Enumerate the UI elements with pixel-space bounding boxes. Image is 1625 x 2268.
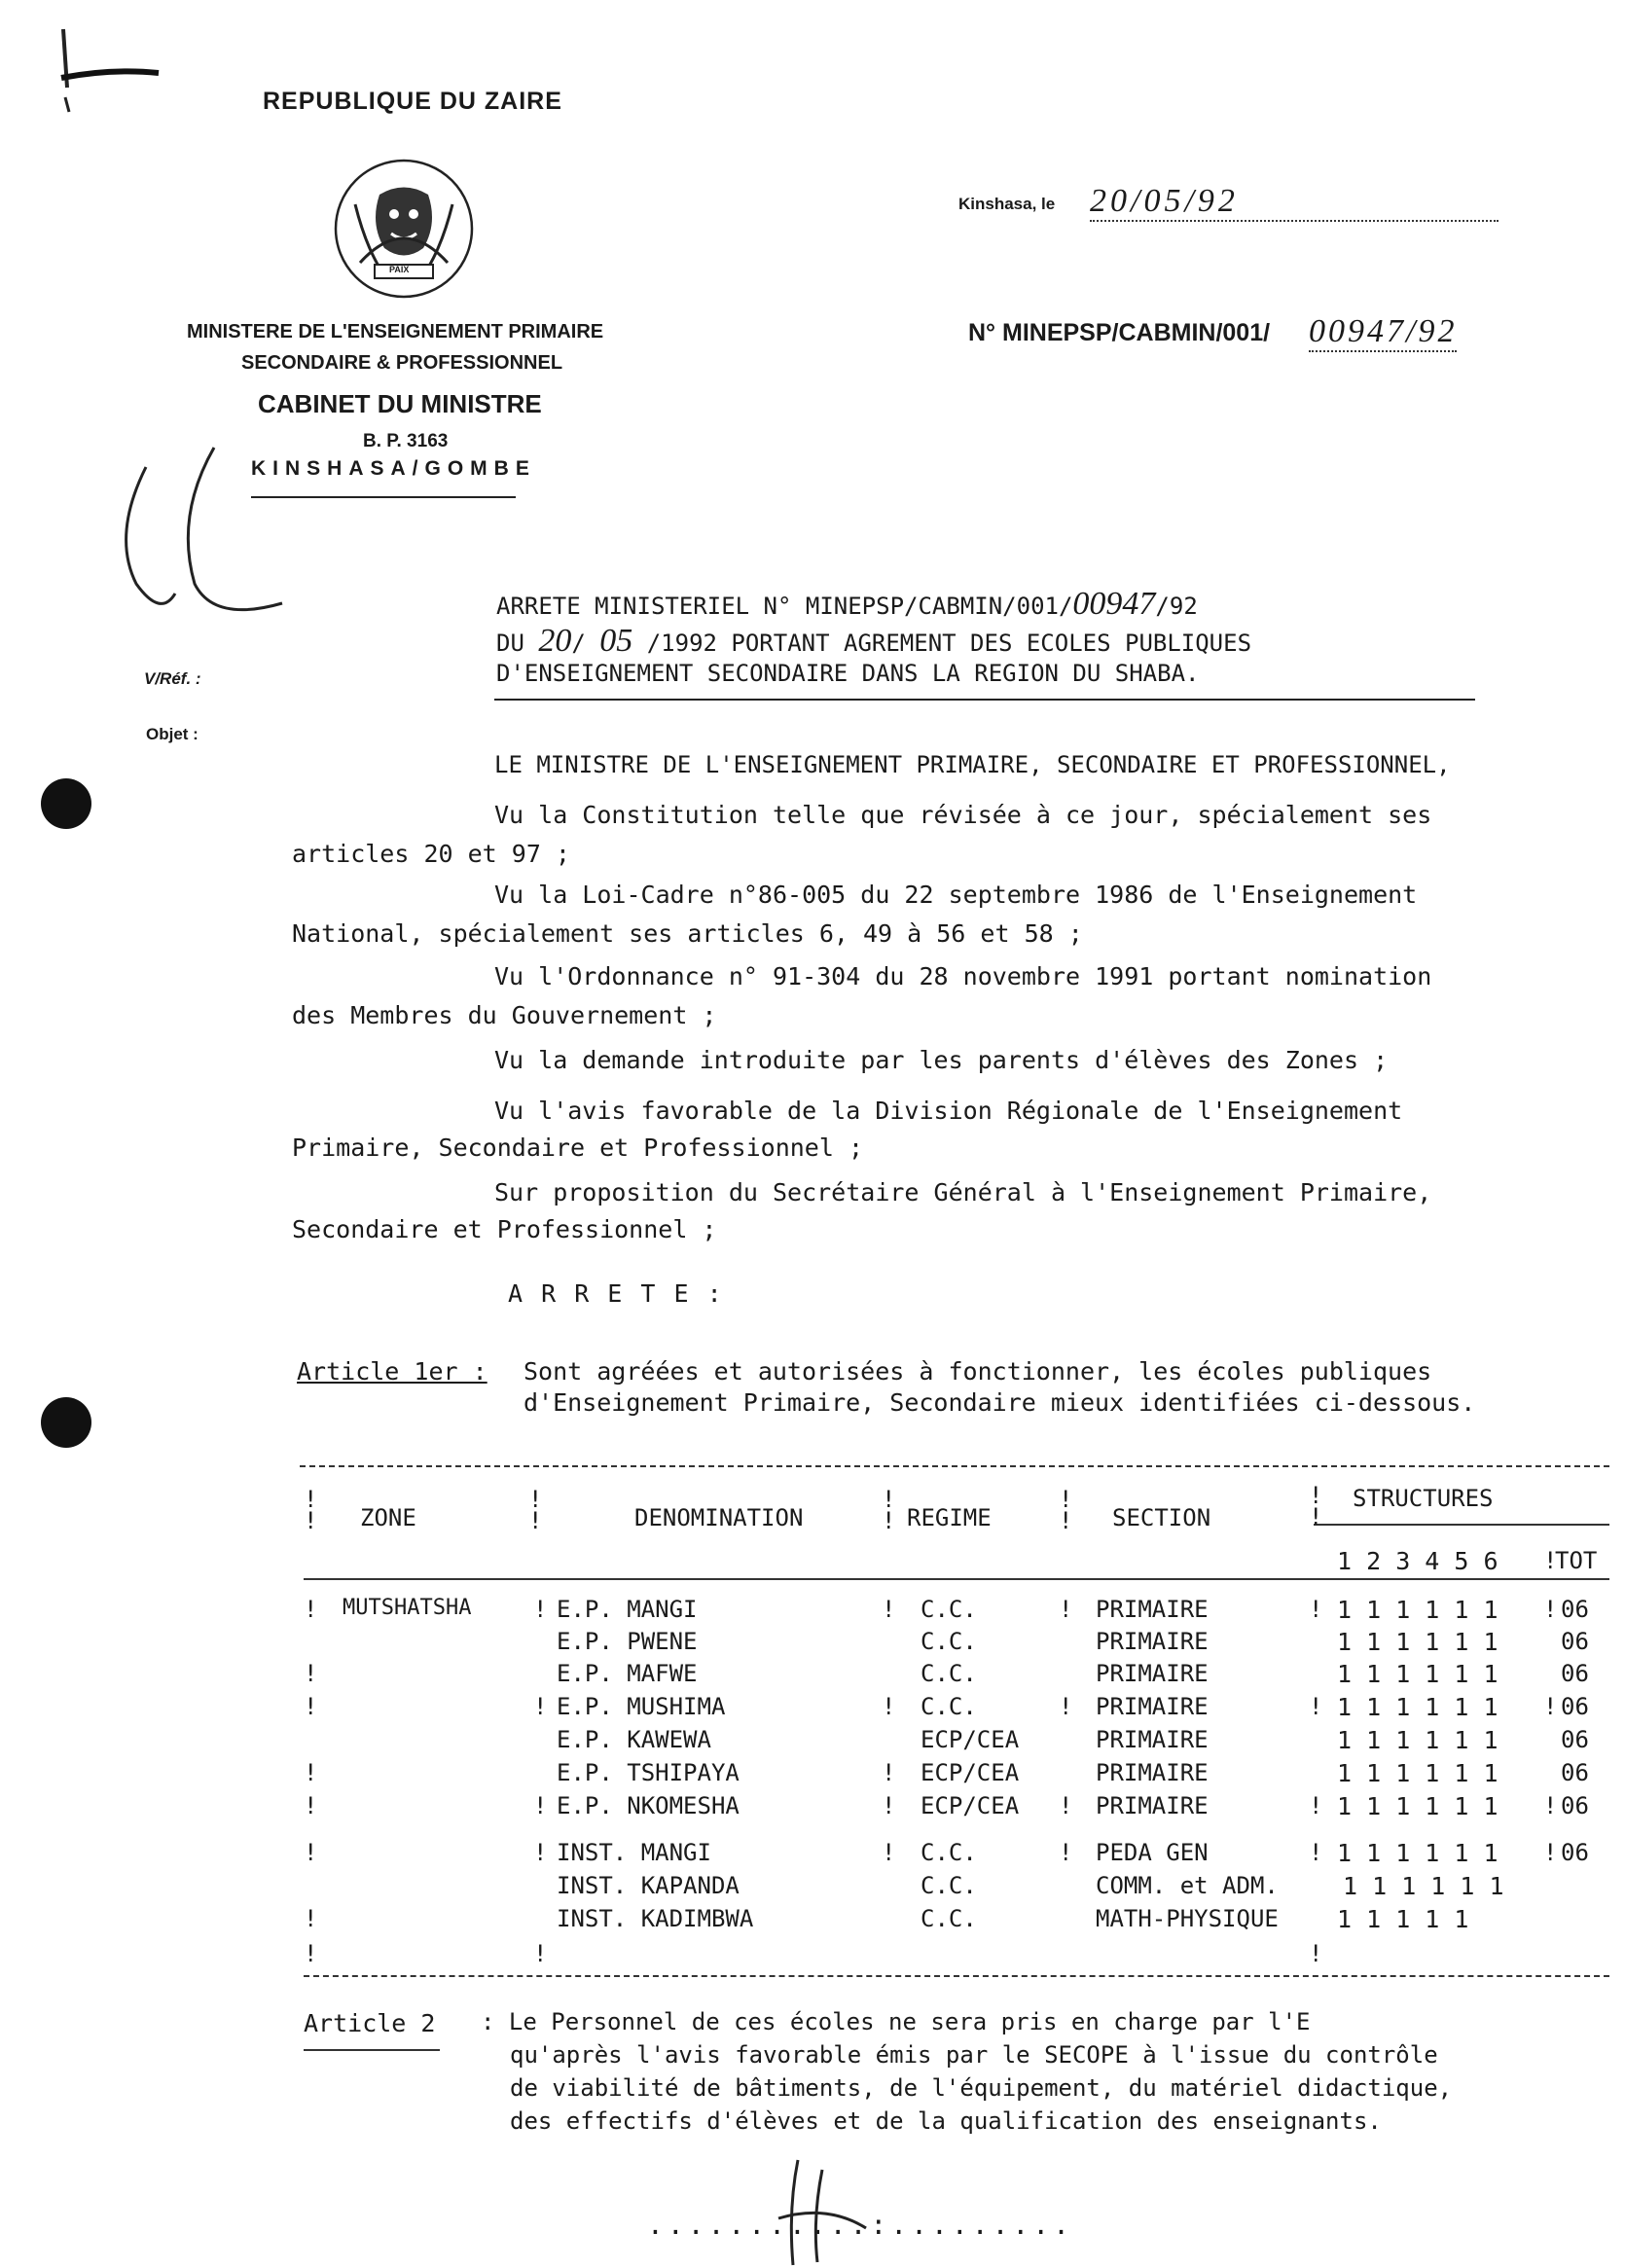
cell-structures: 1 1 1 1 1 1	[1337, 1660, 1499, 1688]
table-separator: ! !	[882, 1486, 896, 1534]
cell-zone: MUTSHATSHA	[343, 1596, 472, 1620]
cell-denomination: E.P. PWENE	[557, 1628, 698, 1655]
city: KINSHASA/GOMBE	[251, 457, 536, 480]
cell-structures: 1 1 1 1 1 1	[1337, 1628, 1499, 1656]
cell-total: 06	[1561, 1726, 1589, 1753]
separator: !	[304, 1660, 318, 1687]
header-struct-columns: 1 2 3 4 5 6	[1337, 1547, 1499, 1575]
separator: !	[1309, 1839, 1323, 1866]
cell-denomination: INST. KAPANDA	[557, 1872, 740, 1899]
handwritten-initials	[107, 438, 302, 623]
separator: !	[533, 1839, 548, 1866]
cell-denomination: E.P. MAFWE	[557, 1660, 698, 1687]
vu-loi-cadre-a: Vu la Loi-Cadre n°86-005 du 22 septembre 1986 de l'Enseignement	[494, 881, 1418, 909]
handwritten-signature	[769, 2150, 876, 2268]
article2-text-a: : Le Personnel de ces écoles ne sera pris en charge par l'E	[481, 2008, 1311, 2035]
separator: !	[882, 1792, 896, 1819]
cell-total: 06	[1561, 1839, 1589, 1866]
cell-regime: C.C.	[921, 1905, 977, 1932]
cell-section: MATH-PHYSIQUE	[1096, 1905, 1279, 1932]
cell-regime: ECP/CEA	[921, 1759, 1020, 1786]
separator: !	[1543, 1693, 1558, 1720]
title-handwritten-number: 00947	[1072, 586, 1156, 622]
cell-total: 06	[1561, 1660, 1589, 1687]
separator: !	[1309, 1596, 1323, 1623]
table-separator: ! !	[1309, 1482, 1323, 1530]
title-text: DU	[496, 630, 539, 657]
cell-regime: ECP/CEA	[921, 1726, 1020, 1753]
table-separator: !	[304, 1940, 318, 1967]
date-label: Kinshasa, le	[958, 195, 1056, 213]
ministry-line1: MINISTERE DE L'ENSEIGNEMENT PRIMAIRE	[187, 321, 604, 342]
cell-regime: C.C.	[921, 1660, 977, 1687]
separator: !	[882, 1596, 896, 1623]
article2-label: Article 2	[304, 2009, 436, 2037]
header-regime: REGIME	[907, 1504, 992, 1531]
minister-line: LE MINISTRE DE L'ENSEIGNEMENT PRIMAIRE, SECONDAIRE ET PROFESSIONNEL,	[494, 751, 1451, 778]
separator: !	[533, 1792, 548, 1819]
vu-avis-b: Primaire, Secondaire et Professionnel ;	[292, 1134, 863, 1162]
ministry-line2: SECONDAIRE & PROFESSIONNEL	[241, 352, 563, 374]
separator: !	[304, 1792, 318, 1819]
cell-denomination: E.P. TSHIPAYA	[557, 1759, 740, 1786]
cell-denomination: INST. MANGI	[557, 1839, 711, 1866]
article1-text-b: d'Enseignement Primaire, Secondaire mieux identifiées ci-dessous.	[524, 1388, 1476, 1417]
title-text: /92	[1155, 593, 1198, 620]
cell-regime: C.C.	[921, 1596, 977, 1623]
separator: !	[1059, 1693, 1073, 1720]
vu-ordonnance-b: des Membres du Gouvernement ;	[292, 1001, 717, 1029]
vu-constitution-a: Vu la Constitution telle que révisée à ce jour, spécialement ses	[494, 801, 1432, 829]
separator: !	[1059, 1839, 1073, 1866]
title-underline	[494, 699, 1475, 701]
separator: !	[304, 1596, 318, 1623]
cell-structures: 1 1 1 1 1 1	[1337, 1693, 1499, 1721]
table-separator: ! !	[528, 1486, 543, 1534]
cell-structures: 1 1 1 1 1 1	[1337, 1792, 1499, 1820]
reference-label: N° MINEPSP/CABMIN/001/	[968, 319, 1271, 346]
separator: !	[533, 1693, 548, 1720]
sur-proposition-b: Secondaire et Professionnel ;	[292, 1215, 717, 1243]
cell-structures: 1 1 1 1 1 1	[1343, 1872, 1504, 1900]
sur-proposition-a: Sur proposition du Secrétaire Général à l'Enseignement Primaire,	[494, 1178, 1432, 1206]
decree-title-line2	[496, 623, 1251, 660]
title-text: /1992 PORTANT AGREMENT DES ECOLES PUBLIQUES	[632, 630, 1252, 657]
punch-hole-top	[41, 778, 91, 829]
header-tot: TOT	[1555, 1547, 1598, 1574]
emblem-motto: PAIX	[389, 265, 410, 274]
vu-constitution-b: articles 20 et 97 ;	[292, 840, 570, 868]
header-section: SECTION	[1112, 1504, 1211, 1531]
cell-total: 06	[1561, 1759, 1589, 1786]
cell-denomination: E.P. KAWEWA	[557, 1726, 711, 1753]
header-structures: STRUCTURES	[1353, 1485, 1494, 1512]
article2-text-d: des effectifs d'élèves et de la qualification des enseignants.	[510, 2107, 1382, 2135]
article2-text-c: de viabilité de bâtiments, de l'équipement, du matériel didactique,	[510, 2074, 1453, 2102]
handwritten-mark	[54, 19, 170, 117]
national-emblem-icon	[331, 156, 477, 302]
cell-total: 06	[1561, 1596, 1589, 1623]
reference-value: 00947/92	[1309, 313, 1457, 352]
separator: !	[304, 1759, 318, 1786]
cell-regime: C.C.	[921, 1628, 977, 1655]
cell-denomination: INST. KADIMBWA	[557, 1905, 754, 1932]
table-separator: !	[1309, 1940, 1323, 1967]
separator: !	[1543, 1839, 1558, 1866]
article1-label: Article 1er :	[297, 1357, 488, 1386]
separator: !	[1543, 1596, 1558, 1623]
cell-structures: 1 1 1 1 1 1	[1337, 1596, 1499, 1624]
separator: !	[882, 1839, 896, 1866]
cell-section: PRIMAIRE	[1096, 1628, 1209, 1655]
cell-regime: C.C.	[921, 1872, 977, 1899]
separator: !	[1059, 1596, 1073, 1623]
table-separator: ! !	[304, 1486, 318, 1534]
title-text: ARRETE MINISTERIEL N° MINEPSP/CABMIN/001/	[496, 593, 1073, 620]
table-bottom-border	[304, 1975, 1609, 1977]
title-text: /	[571, 630, 600, 657]
decree-title-line1	[496, 586, 1198, 623]
separator: !	[1543, 1792, 1558, 1819]
structures-underline	[1314, 1524, 1609, 1526]
vu-loi-cadre-b: National, spécialement ses articles 6, 49 à 56 et 58 ;	[292, 919, 1083, 948]
article1-text-a: Sont agréées et autorisées à fonctionner, les écoles publiques	[524, 1357, 1432, 1386]
article2-text-b: qu'après l'avis favorable émis par le SECOPE à l'issue du contrôle	[510, 2041, 1438, 2069]
table-separator: !	[533, 1940, 548, 1967]
cell-regime: ECP/CEA	[921, 1792, 1020, 1819]
article2-underline	[304, 2049, 440, 2051]
cell-total: 06	[1561, 1792, 1589, 1819]
separator: !	[882, 1759, 896, 1786]
table-header-bottom-border	[304, 1578, 1609, 1580]
separator: !	[882, 1693, 896, 1720]
separator: !	[1309, 1792, 1323, 1819]
table-separator: !	[1543, 1547, 1558, 1574]
title-handwritten-day: 20	[538, 623, 572, 659]
cell-regime: C.C.	[921, 1839, 977, 1866]
separator: !	[1309, 1693, 1323, 1720]
cell-section: PRIMAIRE	[1096, 1596, 1209, 1623]
cell-section: PRIMAIRE	[1096, 1792, 1209, 1819]
cell-denomination: E.P. MUSHIMA	[557, 1693, 726, 1720]
republic-title: REPUBLIQUE DU ZAIRE	[263, 88, 562, 115]
separator: !	[304, 1693, 318, 1720]
cell-regime: C.C.	[921, 1693, 977, 1720]
cell-section: PRIMAIRE	[1096, 1726, 1209, 1753]
arrete-heading: A R R E T E :	[508, 1279, 724, 1308]
signature-line: ...........:.........	[647, 2209, 1074, 2241]
cell-denomination: E.P. MANGI	[557, 1596, 698, 1623]
cell-total: 06	[1561, 1693, 1589, 1720]
cell-section: PEDA GEN	[1096, 1839, 1209, 1866]
header-zone: ZONE	[360, 1504, 416, 1531]
cell-structures: 1 1 1 1 1 1	[1337, 1726, 1499, 1754]
postal-box: B. P. 3163	[363, 431, 449, 451]
separator: !	[533, 1596, 548, 1623]
cell-structures: 1 1 1 1 1	[1337, 1905, 1469, 1933]
cell-structures: 1 1 1 1 1 1	[1337, 1839, 1499, 1867]
cell-structures: 1 1 1 1 1 1	[1337, 1759, 1499, 1787]
vu-ordonnance-a: Vu l'Ordonnance n° 91-304 du 28 novembre 1991 portant nomination	[494, 962, 1432, 990]
cell-section: PRIMAIRE	[1096, 1693, 1209, 1720]
cell-section: PRIMAIRE	[1096, 1759, 1209, 1786]
vu-avis-a: Vu l'avis favorable de la Division Régionale de l'Enseignement	[494, 1097, 1403, 1125]
your-reference-label: V/Réf. :	[144, 669, 201, 688]
decree-title-line3: D'ENSEIGNEMENT SECONDAIRE DANS LA REGION DU SHABA.	[496, 660, 1200, 687]
table-separator: ! !	[1059, 1486, 1073, 1534]
cell-denomination: E.P. NKOMESHA	[557, 1792, 740, 1819]
separator: !	[304, 1905, 318, 1932]
table-top-border	[300, 1465, 1609, 1467]
cabinet-title: CABINET DU MINISTRE	[258, 389, 542, 418]
cell-section: PRIMAIRE	[1096, 1660, 1209, 1687]
punch-hole-bottom	[41, 1397, 91, 1448]
separator: !	[1059, 1792, 1073, 1819]
vu-demande: Vu la demande introduite par les parents d'élèves des Zones ;	[494, 1046, 1389, 1074]
separator: !	[304, 1839, 318, 1866]
date-value: 20/05/92	[1090, 183, 1499, 222]
header-denomination: DENOMINATION	[634, 1504, 804, 1531]
cell-section: COMM. et ADM.	[1096, 1872, 1279, 1899]
title-handwritten-month: 05	[599, 623, 633, 659]
cell-total: 06	[1561, 1628, 1589, 1655]
subject-label: Objet :	[146, 725, 199, 743]
